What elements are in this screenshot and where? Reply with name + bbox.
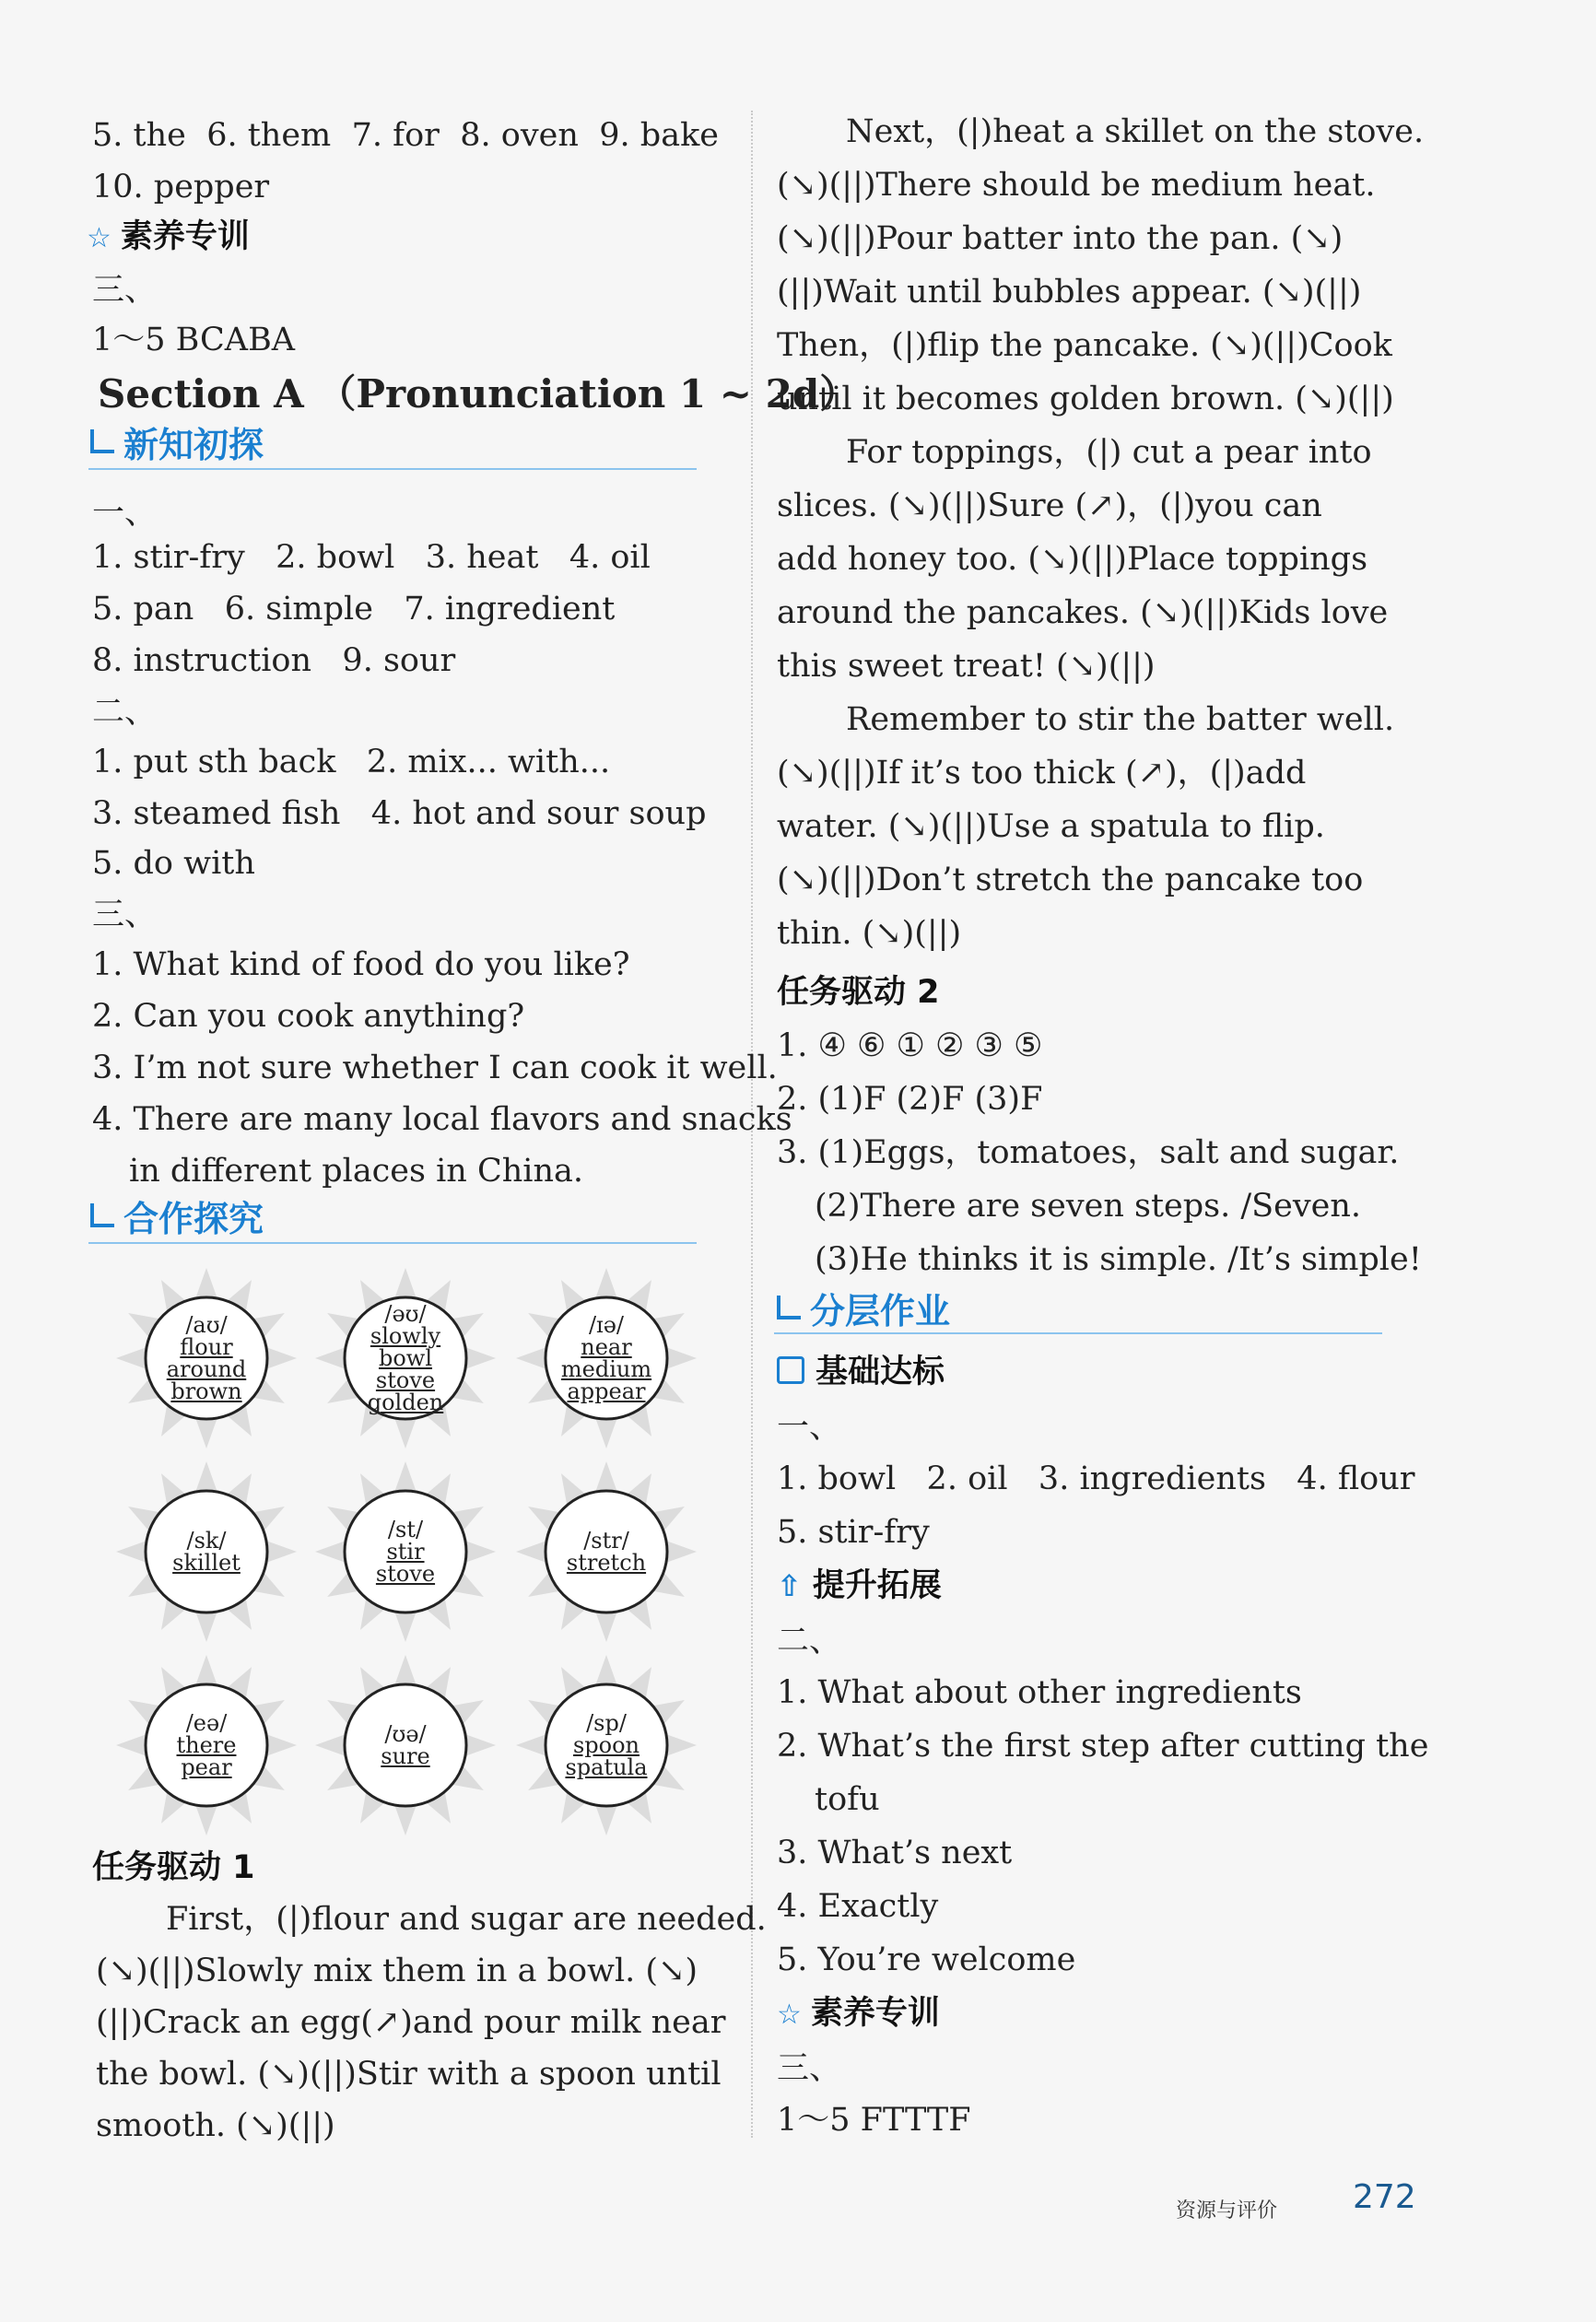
phoneme-label: /st/	[387, 1517, 424, 1542]
phoneme-label: /eə/	[185, 1710, 228, 1736]
footer-label: 资源与评价	[1176, 2199, 1278, 2222]
section-number: 一、	[777, 1409, 842, 1446]
task1-text: this sweet treat! (↘)(||)	[777, 648, 1156, 685]
task1-text: (||)Wait until bubbles appear. (↘)(||)	[777, 274, 1362, 311]
example-word: around	[166, 1356, 247, 1382]
example-word: spoon	[572, 1732, 640, 1758]
example-word: stir	[386, 1539, 425, 1565]
sentence: in different places in China.	[129, 1153, 583, 1190]
hezuo-heading: 合作探究	[90, 1196, 264, 1242]
example-word: appear	[567, 1378, 646, 1404]
task2-heading: 任务驱动 2	[777, 974, 940, 1011]
phonics-sun	[114, 1460, 299, 1644]
section-title: Section A （Pronunciation 1 ~ 2d）	[98, 371, 859, 416]
task1-text: (↘)(||)Slowly mix them in a bowl. (↘)	[96, 1953, 698, 1989]
er-line-1: 1. put sth back 2. mix... with...	[92, 744, 611, 780]
corner-icon	[90, 429, 114, 453]
sentence: 2. Can you cook anything?	[92, 998, 525, 1035]
task2-answer: (2)There are seven steps. /Seven.	[815, 1188, 1362, 1225]
jichu-heading: 基础达标	[777, 1351, 945, 1393]
phoneme-label: /sp/	[586, 1710, 627, 1736]
phonics-sun	[514, 1653, 698, 1837]
task1-text: First，(|)flour and sugar are needed.	[166, 1901, 767, 1938]
phonics-sun	[514, 1266, 698, 1450]
task1-text: (↘)(||)Don’t stretch the pancake too	[777, 862, 1364, 898]
task2-answer: 1. ④ ⑥ ① ② ③ ⑤	[777, 1027, 1043, 1064]
phoneme-label: /ɪə/	[588, 1312, 625, 1338]
task1-text: (↘)(||)If it’s too thick (↗)，(|)add	[777, 755, 1307, 792]
task2-answer: 2. (1)F (2)F (3)F	[777, 1081, 1043, 1118]
task1-text: (||)Crack an egg(↗)and pour milk near	[96, 2004, 726, 2041]
task1-heading: 任务驱动 1	[92, 1849, 255, 1886]
answer: 5. the	[92, 117, 186, 154]
task1-text: slices. (↘)(||)Sure (↗)，(|)you can	[777, 487, 1322, 524]
phoneme-label: /ʊə/	[384, 1721, 427, 1747]
section-number: 一、	[92, 495, 158, 532]
example-word: slowly	[370, 1323, 441, 1349]
suyang-heading-2: ☆ 素养专训	[777, 1992, 940, 2036]
phoneme-label: /str/	[583, 1528, 629, 1554]
corner-icon	[777, 1296, 801, 1319]
star-icon: ☆	[777, 1999, 802, 2031]
task1-text: Then，(|)flip the pancake. (↘)(||)Cook	[777, 327, 1392, 364]
fenceng-heading: 分层作业	[777, 1288, 950, 1334]
sun-words	[114, 1266, 299, 1450]
sentence: 4. Exactly	[777, 1888, 939, 1925]
sentence: 5. You’re welcome	[777, 1941, 1076, 1978]
example-word: near	[581, 1334, 632, 1360]
task1-text: around the pancakes. (↘)(||)Kids love	[777, 594, 1389, 631]
er-line-2: 3. steamed fish 4. hot and sour soup	[92, 795, 707, 832]
task1-text: For toppings，(|) cut a pear into	[846, 434, 1372, 471]
jichu-line-2: 5. stir-fry	[777, 1514, 930, 1551]
sun-words	[313, 1653, 498, 1837]
answer-line: 1～5 FTTTF	[777, 2102, 971, 2139]
sentence: 1. What kind of food do you like?	[92, 946, 630, 983]
answer: 7. for	[351, 117, 440, 154]
example-word: spatula	[565, 1754, 648, 1780]
tisheng-heading: ⇧ 提升拓展	[777, 1565, 942, 1607]
example-word: stove	[375, 1367, 436, 1393]
section-number: 三、	[92, 897, 158, 933]
answer: 9. bake	[599, 117, 719, 154]
section-number: 二、	[92, 694, 158, 731]
left-line-2: 10. pepper	[92, 169, 270, 205]
example-word: golden	[367, 1390, 444, 1415]
sun-words	[313, 1266, 498, 1450]
arrow-up-icon: ⇧	[777, 1568, 802, 1603]
example-word: pear	[181, 1754, 232, 1780]
heading-rule	[88, 1242, 697, 1244]
example-word: sure	[381, 1743, 430, 1769]
answer-line: 1～5 BCABA	[92, 322, 296, 358]
task1-text: smooth. (↘)(||)	[96, 2107, 335, 2144]
corner-icon	[90, 1203, 114, 1227]
task1-text: Remember to stir the batter well.	[846, 701, 1395, 738]
sun-words	[114, 1653, 299, 1837]
sentence: 4. There are many local flavors and snacks	[92, 1101, 792, 1138]
section-number: 二、	[777, 1623, 842, 1659]
xinzhi-heading: 新知初探	[90, 422, 264, 468]
task1-text: the bowl. (↘)(||)Stir with a spoon until	[96, 2056, 722, 2093]
sun-words	[514, 1460, 698, 1644]
phonics-sun	[313, 1460, 498, 1644]
section-number: 三、	[777, 2050, 842, 2087]
example-word: stretch	[566, 1550, 647, 1576]
phoneme-label: /əʊ/	[384, 1301, 427, 1327]
phonics-sun	[114, 1266, 299, 1450]
sentence: tofu	[815, 1781, 880, 1818]
phonics-sun	[114, 1653, 299, 1837]
yi-line-2: 5. pan 6. simple 7. ingredient	[92, 591, 616, 627]
task1-text: until it becomes golden brown. (↘)(||)	[777, 381, 1394, 417]
task1-text: water. (↘)(||)Use a spatula to flip.	[777, 808, 1325, 845]
task1-text: add honey too. (↘)(||)Place toppings	[777, 541, 1368, 578]
section-number: 三、	[92, 272, 158, 309]
lock-icon	[777, 1356, 804, 1384]
example-word: flour	[180, 1334, 233, 1360]
sentence: 3. I’m not sure whether I can cook it well.	[92, 1050, 778, 1086]
page-number: 272	[1353, 2178, 1416, 2216]
left-line-1	[92, 114, 719, 157]
phoneme-label: /aʊ/	[185, 1312, 228, 1338]
sun-words	[514, 1653, 698, 1837]
task1-text: thin. (↘)(||)	[777, 915, 962, 952]
jichu-line-1: 1. bowl 2. oil 3. ingredients 4. flour	[777, 1460, 1415, 1497]
example-word: skillet	[172, 1550, 241, 1576]
task2-answer: 3. (1)Eggs，tomatoes，salt and sugar.	[777, 1134, 1400, 1171]
task1-text: Next，(|)heat a skillet on the stove.	[846, 113, 1425, 150]
er-line-3: 5. do with	[92, 845, 255, 882]
sentence: 2. What’s the first step after cutting the	[777, 1728, 1429, 1765]
yi-line-3: 8. instruction 9. sour	[92, 642, 456, 679]
sun-words	[114, 1460, 299, 1644]
heading-rule	[88, 468, 697, 470]
star-icon: ☆	[87, 222, 111, 254]
sun-words	[514, 1266, 698, 1450]
sun-words	[313, 1460, 498, 1644]
yi-line-1: 1. stir-fry 2. bowl 3. heat 4. oil	[92, 539, 651, 576]
task1-text: (↘)(||)There should be medium heat.	[777, 167, 1376, 204]
phonics-sun	[313, 1653, 498, 1837]
phonics-sun	[514, 1460, 698, 1644]
task1-text: (↘)(||)Pour batter into the pan. (↘)	[777, 220, 1344, 257]
phonics-sun	[313, 1266, 498, 1450]
suyang-heading: ☆ 素养专训	[87, 216, 250, 260]
example-word: there	[176, 1732, 237, 1758]
answer: 8. oven	[460, 117, 579, 154]
heading-rule	[774, 1332, 1382, 1334]
example-word: stove	[375, 1561, 436, 1587]
sentence: 1. What about other ingredients	[777, 1674, 1302, 1711]
example-word: bowl	[378, 1345, 433, 1371]
example-word: brown	[170, 1378, 242, 1404]
example-word: medium	[560, 1356, 652, 1382]
phoneme-label: /sk/	[186, 1528, 227, 1554]
task2-answer: (3)He thinks it is simple. /It’s simple!	[815, 1241, 1422, 1278]
answer: 6. them	[206, 117, 332, 154]
sentence: 3. What’s next	[777, 1835, 1013, 1871]
